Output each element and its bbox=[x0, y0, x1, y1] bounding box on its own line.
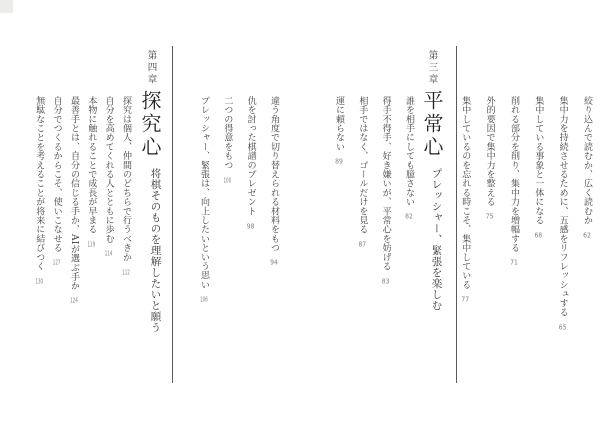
chapter3-number: 第三章 bbox=[426, 50, 438, 86]
toc-entry-text: 集中しているのを忘れる時こそ、集中している bbox=[460, 96, 471, 290]
chapter4-number: 第四章 bbox=[145, 50, 157, 86]
toc-entry-page: 71 bbox=[510, 259, 518, 267]
toc-entry-page: 114 bbox=[104, 250, 113, 258]
toc-entry bbox=[404, 96, 414, 285]
toc-entry-text: 集中している事象と一体になる bbox=[533, 96, 544, 225]
toc-entry-page: 130 bbox=[35, 277, 44, 285]
toc-entry-page: 62 bbox=[583, 231, 591, 239]
toc-entry bbox=[103, 96, 113, 304]
toc-entry-text: 誰を相手にしても臆さない bbox=[404, 96, 414, 207]
chapter3-title: 平常心 bbox=[420, 90, 444, 159]
toc-entry bbox=[460, 96, 470, 331]
toc-entry bbox=[533, 96, 543, 331]
toc-entry-text: 探究は個人、仲間のどちらで行うべきか bbox=[121, 96, 131, 262]
entries-chapter3-left-page bbox=[186, 96, 279, 303]
toc-entry-text: 違う角度で切り替えられる材料をもつ bbox=[269, 96, 279, 253]
toc-entry-text: 自分を高めてくれる人とともに歩む bbox=[103, 96, 114, 244]
toc-entry-page: 94 bbox=[270, 259, 278, 267]
toc-entry bbox=[509, 96, 519, 331]
entries-before-chapter3 bbox=[446, 96, 592, 331]
toc-entry-page: 119 bbox=[87, 241, 96, 248]
toc-entry bbox=[557, 96, 567, 331]
toc-entry-page: 89 bbox=[335, 158, 343, 166]
toc-entry-text: 外的要因で集中力を整える bbox=[484, 96, 495, 207]
toc-entry-page: 75 bbox=[485, 213, 494, 221]
toc-entry-text: 最善手とは、自分の信じる手か、AIが選ぶ手か bbox=[68, 96, 79, 291]
toc-entry bbox=[69, 96, 79, 304]
toc-entry bbox=[357, 96, 367, 285]
toc-entry-page: 68 bbox=[534, 231, 543, 239]
toc-entry-page: 127 bbox=[52, 259, 61, 267]
toc-entry bbox=[582, 96, 592, 331]
toc-entry-text: 削れる部分を削り、集中力を増幅する bbox=[508, 96, 519, 253]
toc-entry-text: 絞り込んで読むか、広く読むか bbox=[582, 96, 592, 225]
toc-entry bbox=[121, 96, 131, 304]
chapter4-subtitle: 将棋そのものを理解したいと願う bbox=[149, 168, 162, 333]
chapter4-divider-line bbox=[172, 46, 173, 383]
toc-entry bbox=[245, 96, 255, 303]
toc-entry-text: 相手ではなく、ゴールだけを見る bbox=[357, 96, 368, 234]
toc-entry bbox=[380, 96, 390, 285]
toc-entry-text: 無駄なことを考えることが将来に結びつく bbox=[34, 96, 45, 271]
toc-entry-text: 二つの得意をもつ bbox=[222, 96, 233, 170]
toc-entry bbox=[484, 96, 494, 331]
toc-entry-text: 本物に触れることで成長が早まる bbox=[86, 96, 97, 234]
toc-entry-text: 得手不得手、好き嫌いが、平常心を妨げる bbox=[380, 96, 391, 271]
chapter4-title: 探究心 bbox=[138, 90, 162, 159]
toc-entry-page: 87 bbox=[358, 241, 367, 248]
toc-entry-text: 自分でつくるからこそ、使いこなせる bbox=[51, 96, 62, 253]
toc-entry-page: 65 bbox=[558, 323, 567, 331]
toc-entry-text: 集中力を持続させるために、五感をリフレッシュする bbox=[557, 96, 568, 317]
scan-corner-artifact bbox=[0, 0, 13, 13]
toc-entry bbox=[222, 96, 232, 303]
toc-entry-page: 124 bbox=[70, 297, 78, 305]
toc-entry-page: 112 bbox=[122, 268, 130, 276]
toc-entry-text: プレッシャー、緊張は、向上したいという思い bbox=[198, 96, 209, 290]
toc-entry-text: 仇を討った棋譜のプレゼント bbox=[245, 96, 256, 216]
toc-entry bbox=[269, 96, 279, 303]
toc-entry bbox=[86, 96, 96, 304]
toc-entry-page: 83 bbox=[381, 277, 390, 285]
chapter3-subtitle: プレッシャー、緊張を楽しむ bbox=[430, 168, 443, 311]
toc-entry bbox=[199, 96, 209, 303]
toc-entry-text: 運に頼らない bbox=[333, 96, 344, 152]
toc-entry-page: 100 bbox=[223, 176, 232, 184]
toc-entry-page: 106 bbox=[200, 296, 208, 304]
toc-entry-page: 98 bbox=[246, 222, 255, 230]
entries-chapter4 bbox=[27, 96, 131, 304]
entries-chapter3-right-page bbox=[321, 96, 414, 285]
toc-entry-page: 82 bbox=[405, 213, 413, 221]
toc-entry bbox=[51, 96, 61, 304]
toc-entry bbox=[334, 96, 344, 285]
toc-entry-page: 77 bbox=[461, 296, 470, 304]
toc-entry bbox=[34, 96, 44, 304]
